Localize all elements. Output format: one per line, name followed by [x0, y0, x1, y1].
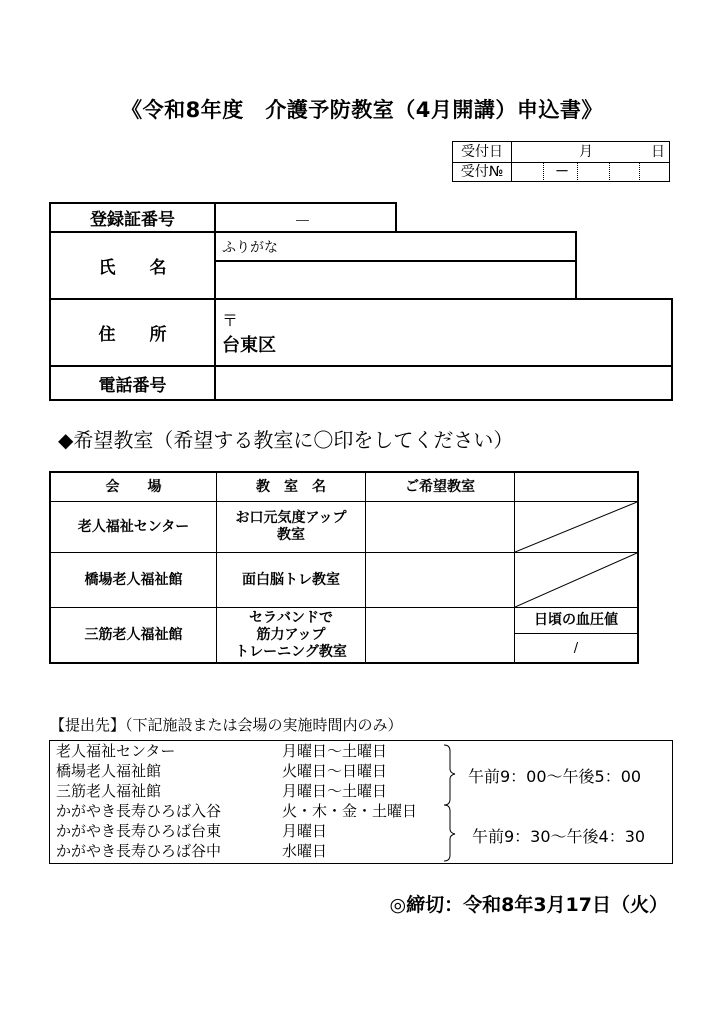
blood-pressure-label: 日頃の血圧値	[534, 612, 618, 628]
venue-cell: 三筋老人福祉館	[84, 626, 183, 643]
facility-days: 水曜日	[282, 842, 328, 860]
reception-number-divider	[577, 162, 578, 182]
furigana-label: ふりがな	[222, 240, 278, 256]
reception-date-label: 受付日	[453, 142, 512, 162]
reception-box	[452, 141, 670, 182]
facility-name: 橋場老人福祉館	[56, 762, 162, 780]
phone-field[interactable]	[214, 365, 673, 401]
facility-days: 火・木・金・土曜日	[282, 802, 418, 820]
facility-days: 火曜日～日曜日	[282, 762, 388, 780]
header-class-name: 教 室 名	[256, 478, 326, 495]
reception-month-label: 月	[579, 144, 593, 160]
curly-bracket	[444, 805, 455, 861]
registration-number-dash: －	[294, 212, 311, 232]
facility-days: 月曜日	[282, 822, 328, 840]
class-name-line: お口元気度アップ	[235, 510, 347, 526]
reception-number-divider	[639, 162, 640, 182]
header-venue: 会 場	[105, 478, 162, 495]
curly-bracket	[444, 745, 455, 805]
preference-heading: ◆希望教室（希望する教室に〇印をしてください）	[58, 428, 514, 452]
reception-date-row	[453, 142, 669, 163]
name-field[interactable]	[214, 260, 577, 300]
bracket-group	[442, 743, 464, 863]
reception-number-dash: －	[555, 164, 569, 180]
class-name-line: 教室	[277, 527, 305, 543]
class-name-line: セラバンドで	[249, 609, 333, 626]
registration-number-label: 登録証番号	[49, 202, 216, 233]
reception-number-label: 受付№	[453, 162, 512, 182]
address-label: 住 所	[49, 298, 216, 367]
diagonal-strike	[515, 502, 637, 552]
class-name-cell: 面白脳トレ教室	[242, 571, 340, 588]
preference-cell[interactable]	[366, 608, 514, 662]
facility-name: かがやき長寿ひろば入谷	[56, 802, 222, 820]
submission-heading: 【提出先】（下記施設または会場の実施時間内のみ）	[50, 716, 403, 734]
blood-pressure-slash: /	[573, 640, 579, 656]
registration-number-field[interactable]	[214, 202, 397, 233]
header-preference: ご希望教室	[405, 478, 475, 495]
diagonal-strikes	[515, 502, 637, 608]
diagonal-strike	[515, 553, 637, 607]
facility-days: 月曜日～土曜日	[282, 782, 388, 800]
furigana-field[interactable]	[214, 231, 577, 262]
blood-pressure-label-cell	[515, 608, 637, 634]
hours-group-2: 午前9：30～午後4：30	[472, 827, 646, 846]
phone-label: 電話番号	[49, 365, 216, 401]
reception-number-divider	[543, 162, 544, 182]
facility-name: かがやき長寿ひろば台東	[56, 822, 222, 840]
submission-schedule	[49, 740, 673, 864]
facility-days: 月曜日～土曜日	[282, 742, 388, 760]
facility-name: 老人福祉センター	[56, 742, 176, 760]
address-field[interactable]	[214, 298, 673, 367]
preference-table	[49, 471, 639, 664]
venue-cell: 橋場老人福祉館	[84, 571, 183, 588]
address-ward: 台東区	[222, 335, 276, 356]
preference-cell[interactable]	[366, 553, 514, 607]
name-label: 氏 名	[49, 231, 216, 300]
page-title: 《令和8年度 介護予防教室（4月開講）申込書》	[121, 98, 603, 122]
facility-name: 三筋老人福祉館	[56, 782, 162, 800]
class-name-cell	[217, 502, 365, 552]
venue-cell: 老人福祉センター	[77, 518, 190, 535]
blood-pressure-field[interactable]	[515, 634, 637, 662]
postal-mark: 〒	[222, 311, 239, 330]
preference-cell[interactable]	[366, 502, 514, 552]
hours-group-1: 午前9：00～午後5：00	[468, 767, 642, 786]
deadline: ◎締切：令和8年3月17日（火）	[389, 894, 668, 916]
class-name-cell	[217, 608, 365, 662]
reception-number-divider	[609, 162, 610, 182]
facility-name: かがやき長寿ひろば谷中	[56, 842, 222, 860]
class-name-line: 筋力アップ	[256, 626, 326, 643]
class-name-line: トレーニング教室	[235, 643, 347, 660]
reception-day-label: 日	[651, 144, 665, 160]
reception-number-row	[453, 162, 669, 182]
